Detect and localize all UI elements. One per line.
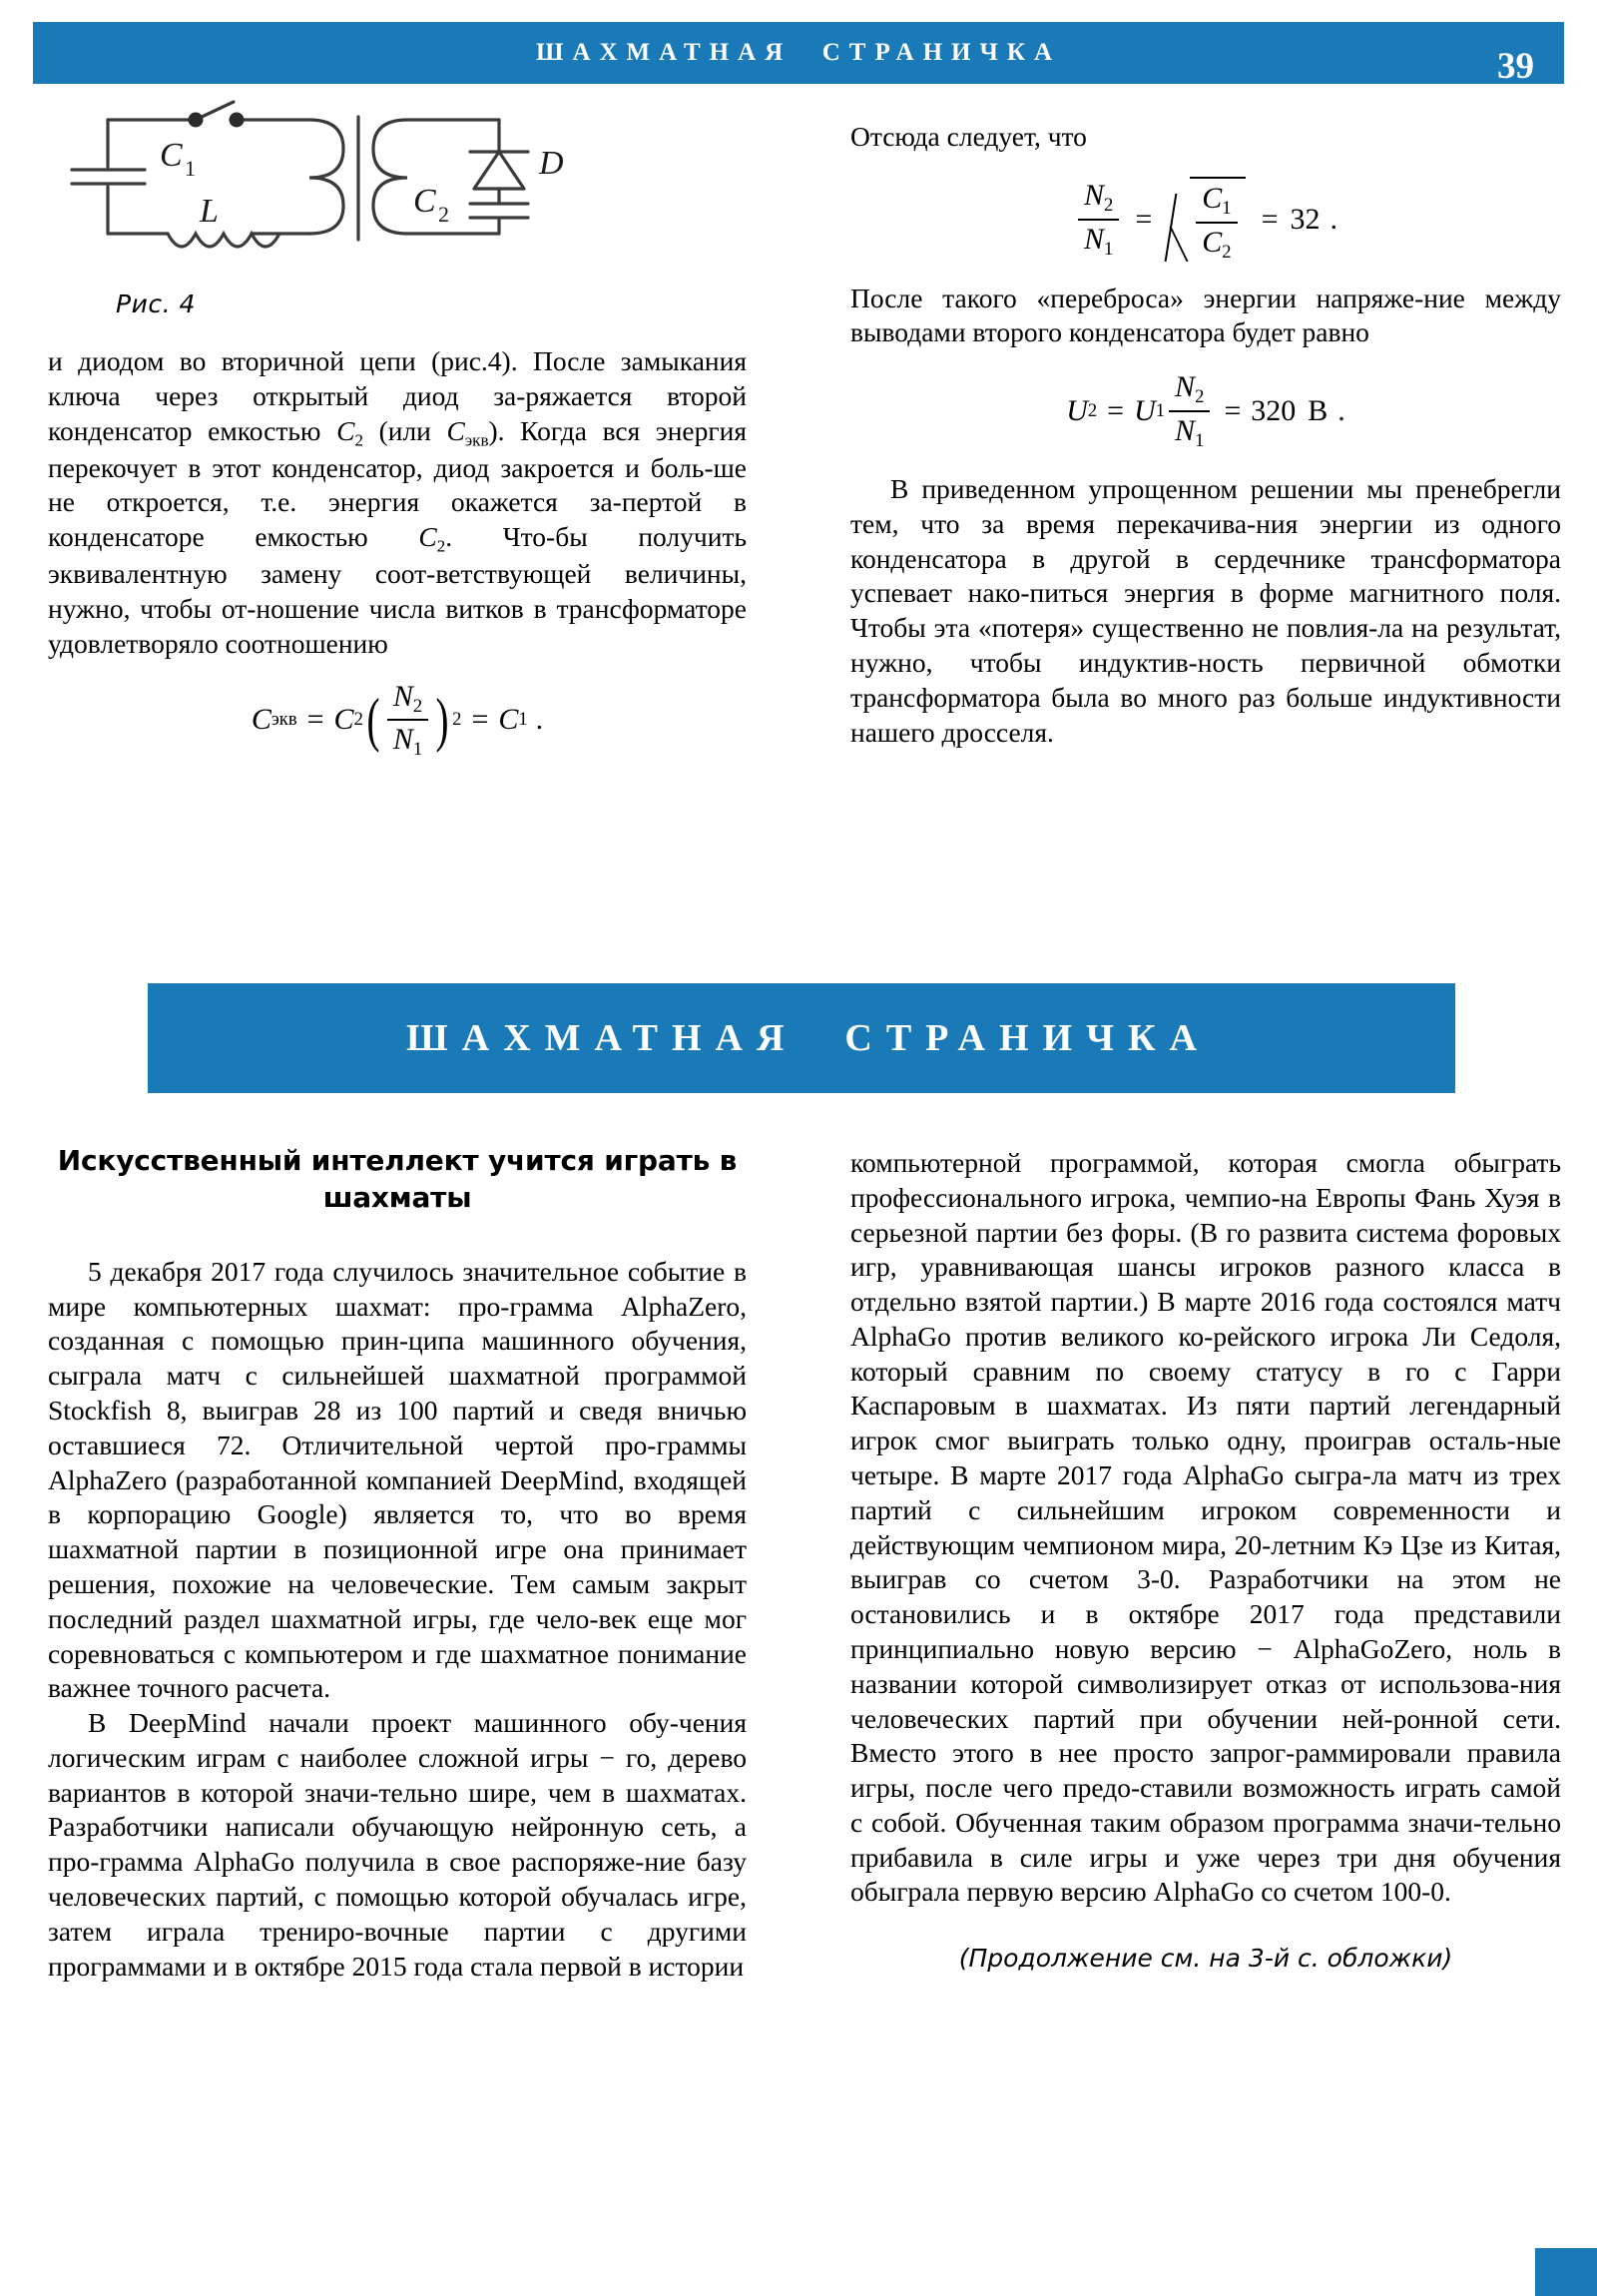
section-banner — [148, 983, 1455, 1093]
formula-cekv-paren-open: ( — [366, 686, 380, 753]
formula-voltage-fraction — [1169, 370, 1210, 452]
formula-voltage-u1-sub: 1 — [1155, 400, 1166, 422]
formula-voltage-u2-sub: 2 — [1087, 400, 1098, 422]
switch-contact-left-dot — [189, 113, 204, 128]
left-p1-ili: (или — [378, 414, 431, 446]
formula-cekv-rhs-sub: 1 — [518, 709, 528, 731]
figure-label-d: D — [539, 145, 564, 182]
formula-cekv — [48, 680, 747, 762]
page-number: 39 — [1497, 46, 1534, 87]
figure-label-c2: C — [413, 183, 436, 220]
article-right-column — [850, 1146, 1561, 1973]
formula-voltage-den: N — [1175, 414, 1196, 448]
figure-label-l: L — [200, 193, 219, 230]
formula-voltage-eq1: = — [1107, 394, 1125, 428]
left-paragraph-1: и диодом во вторичной цепи (рис.4). После замыкания ключа через открытый диод за-ряжается второй конденсатор емкостью $C_2$ (или $C_{экв}$). Когда вся энергия перекочует в этот конденсатор, диод закроется и боль-ше не откроется, т.е. энергия окажется за-пертой в конденсаторе емкостью $C_2$. Что-бы получить эквивалентную замену соот-ветствующей величины, нужно, чтобы от-ношение числа витков в трансформаторе удовлетворяло соотношению — [48, 345, 748, 659]
formula-ratio-den: N — [1084, 223, 1105, 257]
left-p1-part-b: ). Когда вся энергия перекочует в этот конденсатор, диод закроется и боль-ше не откроется, т.е. энергия окажется за-пертой в конденсаторе емкостью — [48, 414, 748, 553]
formula-cekv-fraction — [387, 680, 428, 762]
formula-ratio-sqrt-den: C — [1202, 225, 1223, 259]
figure-label-c2-sub: 2 — [438, 202, 449, 227]
running-head-bar — [33, 22, 1564, 87]
formula-voltage-value: 320 — [1251, 394, 1297, 428]
section-banner-title: ШАХМАТНАЯ СТРАНИЧКА — [406, 1017, 1211, 1059]
figure-caption: Рис. 4 — [116, 289, 196, 318]
formula-ratio-sqrt-den-sub: 2 — [1222, 241, 1232, 263]
formula-ratio-period: . — [1330, 203, 1337, 237]
formula-ratio-num: N — [1084, 179, 1105, 213]
formula-ratio-sqrt — [1168, 177, 1245, 264]
formula-ratio-sqrt-num-sub: 1 — [1222, 197, 1232, 219]
formula-cekv-rhs: C — [498, 703, 519, 737]
formula-voltage-num-sub: 2 — [1195, 386, 1205, 408]
left-column — [48, 92, 747, 775]
right-column — [850, 120, 1561, 750]
inline-c2-a: C — [320, 414, 355, 446]
formula-cekv-den: N — [392, 723, 413, 757]
formula-voltage-den-sub: 1 — [1195, 430, 1205, 452]
formula-voltage-period: . — [1337, 394, 1345, 428]
figure-label-c1-sub: 1 — [185, 156, 196, 181]
formula-voltage-u1: U — [1134, 394, 1156, 428]
formula-cekv-num-sub: 2 — [412, 695, 423, 717]
formula-voltage-num: N — [1175, 370, 1196, 404]
formula-cekv-paren-close: ) — [435, 686, 449, 753]
formula-turns-ratio — [850, 177, 1561, 264]
formula-cekv-eq2: = — [471, 703, 489, 737]
formula-cekv-lhs-sub: экв — [270, 709, 297, 731]
formula-ratio-value: 32 — [1290, 203, 1321, 237]
circuit-schematic-svg — [48, 92, 747, 277]
corner-color-mark — [1535, 2248, 1597, 2296]
formula-ratio-sqrt-fraction — [1196, 182, 1237, 264]
left-p1-part-a: и диодом во вторичной цепи (рис.4). После замыкания ключа через открытый диод за-ряжается второй конденсатор емкостью — [48, 345, 747, 446]
article-left-column — [48, 1143, 747, 1984]
article-left-paragraph-2: В DeepMind начали проект машинного обу-чения логическим играм с наиболее сложной игры − го, дерево вариантов в которой значи-тельно шире, чем в шахматах. Разработчики написали обучающую нейронную сеть, а про-грамма AlphaGo получила в свое распоряже-ние базу человеческих партий, с помощью которой обучалась игре, затем играла трениро-вочные партии с другими программами и в октябре 2015 года стала первой в истории — [48, 1707, 747, 1982]
formula-cekv-eq1: = — [306, 703, 324, 737]
inline-cekv: C — [446, 414, 465, 446]
formula-cekv-period: . — [535, 703, 544, 737]
formula-voltage-u2: U — [1066, 394, 1088, 428]
formula-cekv-power: 2 — [452, 709, 462, 731]
formula-ratio-eq1: = — [1135, 203, 1153, 237]
formula-ratio-lhs-fraction — [1078, 179, 1119, 261]
left-p1-part-c: . Что-бы получить эквивалентную замену соот-ветствующей величины, нужно, чтобы от-ношение числа витков в трансформаторе удовлетворяло соотношению — [48, 521, 748, 659]
formula-cekv-den-sub: 1 — [412, 739, 423, 761]
right-lead-line: Отсюда следует, что — [850, 121, 1087, 152]
figure-label-c1: C — [160, 137, 183, 174]
figure-circuit-diagram — [48, 92, 747, 282]
formula-ratio-den-sub: 1 — [1104, 239, 1114, 261]
right-paragraph-3: В приведенном упрощенном решении мы пренебрегли тем, что за время перекачива-ния энергии из одного конденсатора в другой в сердечнике трансформатора успевает нако-питься энергия в форме магнитного поля. Чтобы эта «потеря» существенно не повлия-ла на результат, нужно, чтобы индуктив-ность первичной обмотки трансформатора была во много раз больше индуктивности нашего дросселя. — [850, 473, 1561, 748]
article-left-paragraph-1: 5 декабря 2017 года случилось значительное событие в мире компьютерных шахмат: про-грамма AlphaZero, созданная с помощью прин-ципа машинного обучения, сыграла матч с сильнейшей шахматной программой Stockfish 8, выиграв 28 из 100 партий и сведя вничью оставшиеся 72. Отличительной чертой про-граммы AlphaZero (разработанной компанией DeepMind, входящей в корпорацию Google) является то, что во время шахматной партии в позиционной игре она принимает решения, похожие на человеческие. Тем самым закрыт последний раздел шахматной игры, где чело-век еще мог соревноваться с компьютером и где шахматное понимание важнее точного расчета. — [48, 1255, 747, 1704]
formula-cekv-c2-sub: 2 — [353, 709, 363, 731]
right-paragraph-2: После такого «переброса» энергии напряже-ние между выводами второго конденсатора будет равно — [850, 282, 1561, 348]
running-head-title: ШАХМАТНАЯ СТРАНИЧКА — [535, 39, 1062, 66]
formula-cekv-c2: C — [333, 703, 354, 737]
article-title: Искусственный интеллект учится играть в шахматы — [57, 1144, 738, 1214]
formula-ratio-eq2: = — [1261, 203, 1279, 237]
continuation-note: (Продолжение см. на 3-й с. обложки) — [958, 1944, 1453, 1974]
article-right-paragraph-1: компьютерной программой, которая смогла обыграть профессионального игрока, чемпио-на Европы Фань Хуэя в серьезной партии без форы. (В го развита система форовых игр, уравнивающая шансы игроков разного класса в отдельно взятой партии.) В марте 2016 года состоялся матч AlphaGo против великого ко-рейского игрока Ли Седоля, который сравним по своему статусу в го с Гарри Каспаровым в шахматах. Из пяти партий легендарный игрок смог выиграть только одну, проиграв осталь-ные четыре. В марте 2017 года AlphaGo сыгра-ла матч из трех партий с сильнейшим игроком современности и действующим чемпионом мира, 20-летним Кэ Цзе из Китая, выиграв со счетом 3-0. Разработчики на этом не остановились и в октябре 2017 года представили принципиально новую версию − AlphaGoZero, ноль в названии которой символизирует отказ от использова-ния человеческих партий при обучении ней-ронной сети. Вместо этого в нее просто запрог-раммировали правила игры, после чего предо-ставили возможность играть самой с собой. Обученная таким образом программа значи-тельно прибавила в силе игры и уже через три дня обучения обыграла первую версию AlphaGo со счетом 100-0. — [850, 1147, 1561, 1908]
formula-voltage — [850, 370, 1561, 452]
switch-contact-right-dot — [230, 113, 245, 128]
formula-ratio-sqrt-num: C — [1202, 181, 1223, 215]
inline-c2-b: C — [367, 521, 437, 553]
formula-cekv-num: N — [392, 679, 413, 713]
formula-ratio-num-sub: 2 — [1104, 195, 1114, 217]
formula-voltage-eq2: = — [1224, 394, 1242, 428]
sqrt-radical-icon — [1168, 177, 1190, 264]
formula-cekv-lhs: C — [251, 703, 271, 737]
formula-voltage-unit: В — [1308, 394, 1329, 428]
